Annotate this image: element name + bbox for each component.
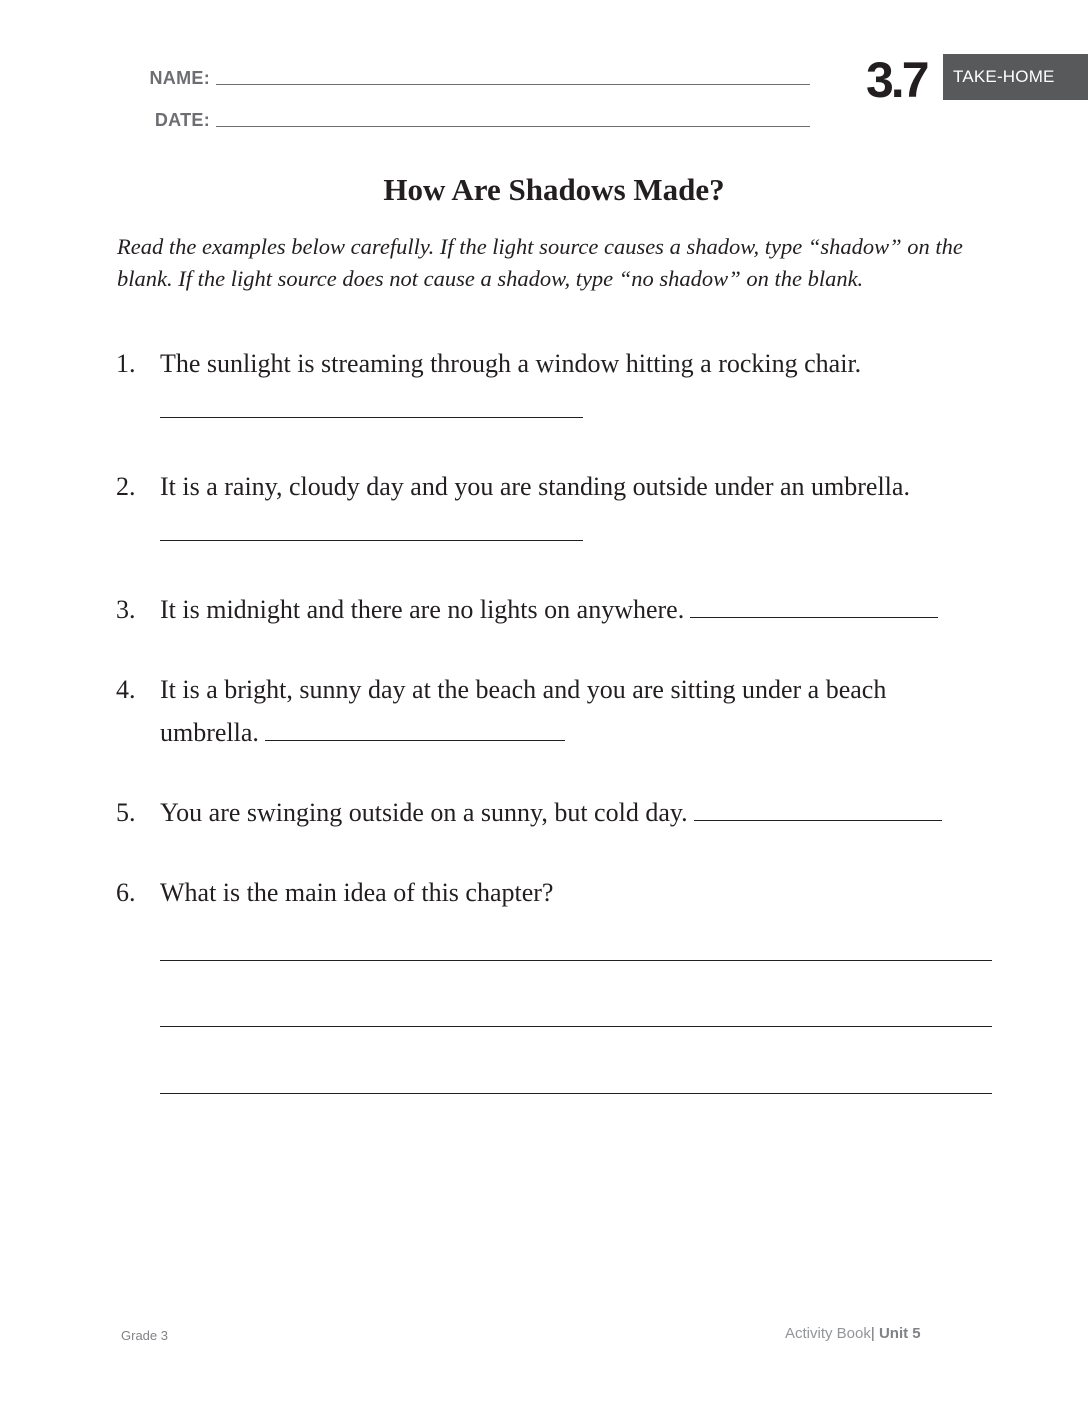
question-item-3 — [160, 588, 995, 631]
answer-blank-4[interactable] — [265, 712, 565, 741]
answer-blank-1[interactable] — [160, 417, 583, 418]
question-number: 2. — [116, 472, 136, 501]
footer-separator: | — [870, 1325, 875, 1342]
answer-line-6b[interactable] — [160, 1026, 992, 1027]
question-text: It is a rainy, cloudy day and you are standing outside under an umbrella. — [160, 472, 910, 501]
question-number: 6. — [116, 878, 136, 907]
question-text: It is midnight and there are no lights on anywhere. — [160, 595, 685, 624]
question-number: 5. — [116, 798, 136, 827]
question-item-4 — [160, 668, 980, 754]
name-label: NAME: — [149, 68, 210, 88]
question-text: You are swinging outside on a sunny, but cold day. — [160, 798, 688, 827]
date-label: DATE: — [154, 110, 210, 130]
name-field[interactable] — [216, 84, 810, 85]
answer-line-6a[interactable] — [160, 960, 992, 961]
lesson-number: 3.7 — [866, 52, 927, 108]
date-field[interactable] — [216, 126, 810, 127]
answer-line-6c[interactable] — [160, 1093, 992, 1094]
question-number: 4. — [116, 675, 136, 704]
footer-grade: Grade 3 — [121, 1328, 168, 1343]
take-home-badge: TAKE-HOME — [943, 54, 1088, 100]
answer-blank-5[interactable] — [694, 792, 942, 821]
answer-blank-3[interactable] — [690, 589, 938, 618]
question-item-5 — [160, 791, 995, 834]
question-text: What is the main idea of this chapter? — [160, 878, 554, 907]
page-title: How Are Shadows Made? — [383, 172, 725, 207]
footer-book — [785, 1325, 921, 1342]
question-text: The sunlight is streaming through a window hitting a rocking chair. — [160, 349, 862, 378]
footer-book-title: Activity Book — [785, 1325, 871, 1342]
question-number: 3. — [116, 595, 136, 624]
answer-blank-2[interactable] — [160, 540, 583, 541]
question-text: It is a bright, sunny day at the beach and you are sitting under a beach umbrella. — [160, 675, 887, 747]
footer-unit: Unit 5 — [878, 1325, 921, 1342]
instructions: Read the examples below carefully. If the light source causes a shadow, type “shadow” on the blank. If the light source does not cause a shadow, type “no shadow” on the blank. — [117, 234, 963, 291]
question-number: 1. — [116, 349, 136, 378]
